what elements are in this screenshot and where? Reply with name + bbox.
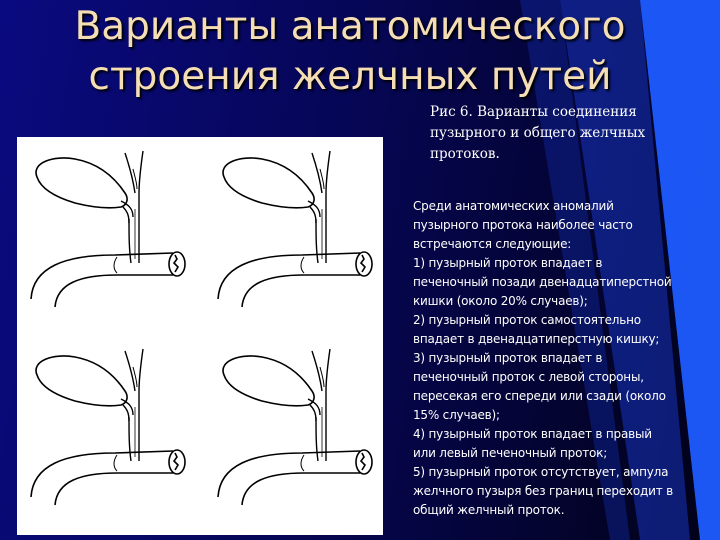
desc-line: 15% случаев); <box>413 408 500 422</box>
desc-line: 3) пузырный проток впадает в <box>413 351 603 365</box>
caption-line: пузырного и общего желчных <box>430 125 646 141</box>
desc-line: впадает в двенадцатиперстную кишку; <box>413 332 660 346</box>
anatomy-figure <box>17 137 383 535</box>
desc-line: кишки (около 20% случаев); <box>413 294 588 308</box>
desc-line: или левый печеночный проток; <box>413 446 608 460</box>
caption-line: протоков. <box>430 146 500 162</box>
description-text <box>413 197 703 520</box>
desc-line: общий желчный проток. <box>413 503 565 517</box>
caption-line: Рис 6. Варианты соединения <box>430 104 637 120</box>
desc-line: 4) пузырный проток впадает в правый <box>413 427 652 441</box>
variant-panel <box>218 349 372 505</box>
desc-line: встречаются следующие: <box>413 237 572 251</box>
variant-panel <box>31 151 185 307</box>
desc-line: желчного пузыря без границ переходит в <box>413 484 673 498</box>
title-line: строения желчных путей <box>88 54 612 99</box>
desc-line: печеночный позади двенадцатиперстной <box>413 275 672 289</box>
title-line: Варианты анатомического <box>74 4 626 49</box>
slide-title <box>20 2 680 102</box>
desc-line: 1) пузырный проток впадает в <box>413 256 603 270</box>
desc-line: Среди анатомических аномалий <box>413 199 614 213</box>
figure-caption <box>430 102 680 165</box>
desc-line: 5) пузырный проток отсутствует, ампула <box>413 465 669 479</box>
desc-line: печеночный проток с левой стороны, <box>413 370 644 384</box>
desc-line: пузырного протока наиболее часто <box>413 218 633 232</box>
variant-panel <box>31 349 185 505</box>
desc-line: пересекая его спереди или сзади (около <box>413 389 666 403</box>
anatomy-drawing <box>17 137 383 535</box>
desc-line: 2) пузырный проток самостоятельно <box>413 313 641 327</box>
variant-panel <box>218 151 372 307</box>
